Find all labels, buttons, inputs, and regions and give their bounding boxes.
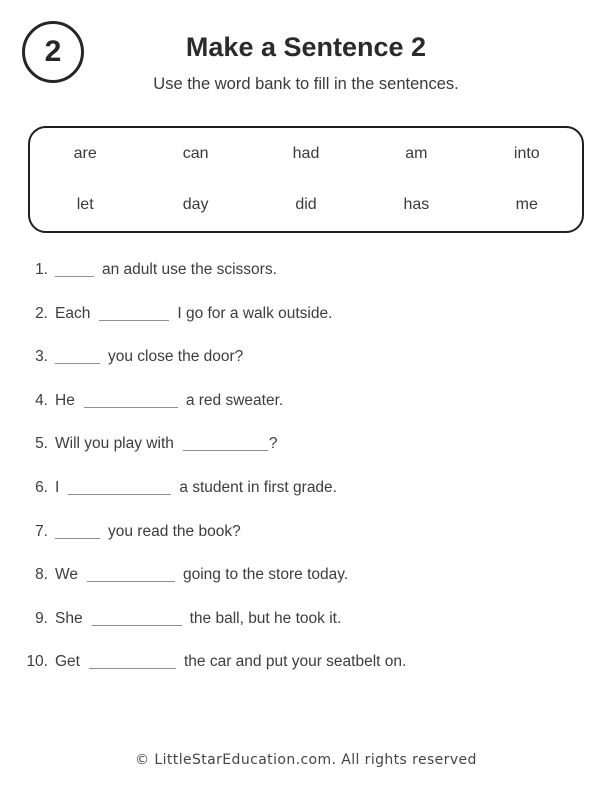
sentence-text-after-blank: going to the store today. (182, 566, 349, 584)
fill-in-blank[interactable] (55, 526, 100, 539)
sentence-text-after-blank: I go for a walk outside. (177, 304, 333, 322)
sentence-row (20, 597, 612, 641)
sentence-text-before-blank: Will you play with (55, 435, 174, 453)
fill-in-blank[interactable] (87, 569, 175, 582)
sentence-text-before-blank: Each (55, 304, 91, 322)
sentence-number: 7. (35, 522, 48, 540)
word-bank-word: am (405, 144, 428, 162)
word-bank-word: are (73, 144, 97, 162)
word-bank-word: has (403, 196, 430, 214)
page-title: Make a Sentence 2 (185, 32, 427, 62)
fill-in-blank[interactable] (89, 656, 176, 669)
sentence-row (20, 510, 612, 554)
fill-in-blank[interactable] (99, 308, 169, 321)
sentence-number: 10. (26, 653, 48, 671)
word-bank-word: let (76, 196, 94, 214)
word-bank-word: did (295, 196, 317, 214)
sentence-text-after-blank: you close the door? (108, 348, 244, 366)
sentence-row (20, 553, 612, 597)
copyright-text: © LittleStarEducation.com. All rights reserved (135, 752, 477, 768)
sentence-row (20, 466, 612, 510)
sentence-number: 4. (35, 391, 48, 409)
sentence-text-before-blank: We (55, 566, 78, 584)
sentence-text-after-blank: an adult use the scissors. (102, 261, 277, 278)
instructions-text: Use the word bank to fill in the sentences. (153, 75, 459, 93)
fill-in-blank[interactable] (68, 482, 171, 495)
sentence-text-after-blank: ? (268, 435, 278, 453)
sentence-row (20, 292, 612, 336)
word-bank-word: into (513, 144, 540, 162)
sentence-row (20, 379, 612, 423)
sentence-row (20, 335, 612, 379)
word-bank (28, 126, 584, 233)
word-bank-word: can (182, 144, 209, 162)
worksheet-number: 2 (44, 35, 62, 68)
sentence-text-before-blank: She (55, 609, 83, 627)
sentence-text-after-blank: a student in first grade. (179, 478, 337, 496)
sentence-row (20, 640, 612, 684)
fill-in-blank[interactable] (55, 264, 94, 277)
fill-in-blank[interactable] (92, 613, 182, 626)
sentence-text-before-blank: He (55, 391, 75, 409)
sentence-text-before-blank: I (55, 478, 60, 496)
word-bank-word: had (292, 144, 320, 162)
sentence-number: 6. (35, 478, 48, 496)
sentence-number: 2. (35, 304, 48, 322)
sentence-number: 3. (35, 348, 48, 366)
sentence-text-after-blank: the ball, but he took it. (189, 609, 342, 627)
sentence-number: 8. (35, 566, 48, 584)
fill-in-blank[interactable] (183, 438, 268, 451)
sentence-text-after-blank: a red sweater. (185, 391, 284, 409)
sentence-text-before-blank: Get (55, 653, 80, 671)
sentence-text-after-blank: the car and put your seatbelt on. (183, 653, 407, 671)
sentence-number: 1. (35, 261, 48, 278)
word-bank-word: me (515, 196, 538, 214)
fill-in-blank[interactable] (84, 395, 178, 408)
sentence-text-after-blank: you read the book? (108, 522, 241, 540)
sentence-row (20, 422, 612, 466)
sentence-row (20, 248, 612, 292)
sentence-number: 9. (35, 609, 48, 627)
sentence-list (20, 248, 612, 684)
sentence-number: 5. (35, 435, 48, 453)
fill-in-blank[interactable] (55, 351, 100, 364)
word-bank-word: day (182, 196, 209, 214)
